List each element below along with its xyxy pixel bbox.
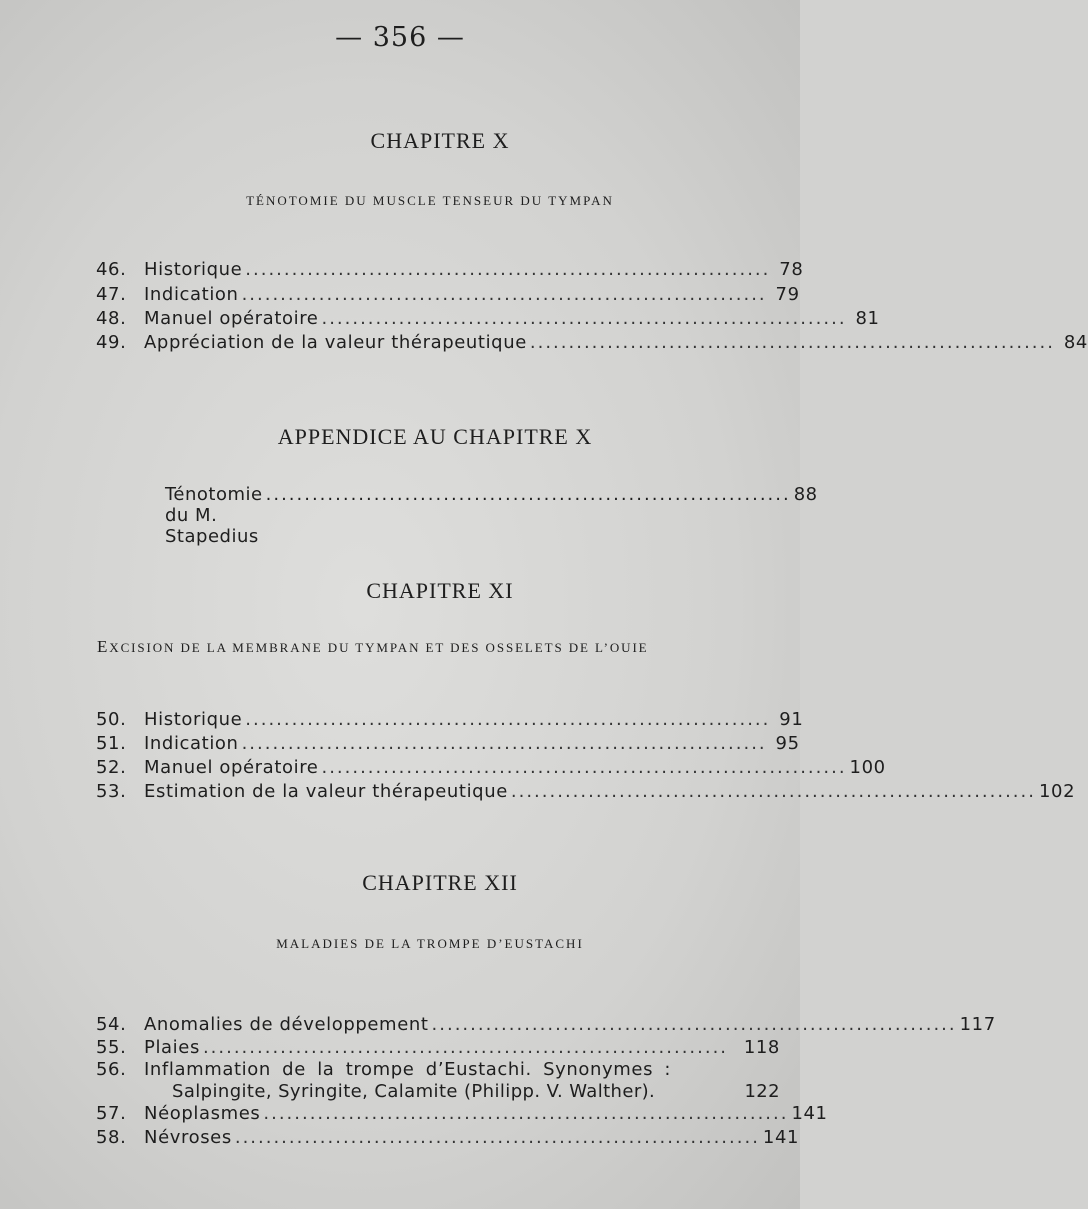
entry-number: 46. xyxy=(96,259,127,280)
entry-number: 52. xyxy=(96,757,127,778)
entry-page: 88 xyxy=(793,484,818,505)
leader-dots: .................................................................... xyxy=(321,308,847,329)
entry-page: 84 xyxy=(1063,332,1088,353)
toc-entry[interactable] xyxy=(96,1059,780,1083)
entry-title-continued: Salpingite, Syringite, Calamite (Philipp. V. Walther). xyxy=(172,1081,656,1102)
leader-dots: .................................................................... xyxy=(245,259,771,280)
entry-page: 78 xyxy=(779,259,804,280)
entry-title: Néoplasmes xyxy=(144,1103,261,1124)
page-number: — 356 — xyxy=(335,22,465,53)
entry-number: 54. xyxy=(96,1014,127,1035)
entry-title: Inflammation de la trompe d’Eustachi. Synonymes : xyxy=(144,1059,672,1080)
entry-number: 47. xyxy=(96,284,127,305)
entry-number: 50. xyxy=(96,709,127,730)
entry-page: 122 xyxy=(744,1081,780,1102)
entry-title: Manuel opératoire xyxy=(144,308,319,329)
entry-page: 117 xyxy=(959,1014,996,1035)
entry-page: 81 xyxy=(855,308,880,329)
chapter-xii-heading: CHAPITRE XII xyxy=(362,870,518,895)
chapter-xii-subtitle: MALADIES DE LA TROMPE D’EUSTACHI xyxy=(276,936,584,951)
entry-number: 56. xyxy=(96,1059,127,1080)
entry-number: 48. xyxy=(96,308,127,329)
entry-page: 141 xyxy=(762,1127,800,1148)
toc-entry[interactable] xyxy=(96,1014,996,1038)
toc-entry[interactable] xyxy=(96,308,880,332)
leader-dots: .................................................................... xyxy=(241,733,767,754)
entry-title: Plaies xyxy=(144,1037,200,1058)
entry-page: 100 xyxy=(849,757,886,778)
entry-title: Ténotomie du M. Stapedius xyxy=(165,484,263,547)
entry-title: Indication xyxy=(144,733,239,754)
entry-page: 95 xyxy=(775,733,800,754)
entry-title: Névroses xyxy=(144,1127,232,1148)
toc-entry[interactable] xyxy=(96,259,804,283)
toc-entry[interactable] xyxy=(96,1037,780,1061)
appendix-heading: APPENDICE AU CHAPITRE X xyxy=(277,424,593,449)
entry-title: Indication xyxy=(144,284,239,305)
leader-dots: .................................................................... xyxy=(241,284,767,305)
entry-title: Historique xyxy=(144,259,243,280)
toc-entry[interactable] xyxy=(96,284,800,308)
entry-page: 118 xyxy=(743,1037,780,1058)
leader-dots: .................................................................... xyxy=(202,1037,729,1058)
leader-dots: .................................................................... xyxy=(234,1127,760,1148)
entry-page: 91 xyxy=(779,709,804,730)
entry-number: 57. xyxy=(96,1103,127,1124)
chapter-xi-heading: CHAPITRE XI xyxy=(366,578,514,603)
entry-number: 55. xyxy=(96,1037,127,1058)
leader-dots: .................................................................... xyxy=(321,757,847,778)
entry-title: Appréciation de la valeur thérapeutique xyxy=(144,332,527,353)
toc-entry[interactable] xyxy=(96,1103,828,1127)
entry-title: Historique xyxy=(144,709,243,730)
entry-title: Manuel opératoire xyxy=(144,757,319,778)
chapter-x-heading: CHAPITRE X xyxy=(370,128,510,153)
toc-entry[interactable] xyxy=(96,332,1088,356)
toc-entry[interactable] xyxy=(96,709,804,733)
leader-dots: .................................................................... xyxy=(431,1014,957,1035)
toc-entry[interactable] xyxy=(96,757,886,781)
leader-dots: .................................................................... xyxy=(265,484,791,505)
entry-page: 141 xyxy=(791,1103,828,1124)
subtitle-rest: XCISION DE LA MEMBRANE DU TYMPAN ET DES OSSELETS DE L’OUIE xyxy=(109,640,649,655)
entry-title: Anomalies de développement xyxy=(144,1014,429,1035)
entry-number: 51. xyxy=(96,733,127,754)
leader-dots: .................................................................... xyxy=(245,709,771,730)
toc-entry[interactable] xyxy=(96,781,1076,805)
leader-dots: .................................................................... xyxy=(263,1103,789,1124)
entry-number: 53. xyxy=(96,781,127,802)
toc-entry-continuation[interactable] xyxy=(172,1081,780,1105)
toc-entry[interactable] xyxy=(96,733,800,757)
leader-dots: .................................................................... xyxy=(529,332,1055,353)
chapter-xi-subtitle xyxy=(0,637,800,657)
appendix-entry[interactable] xyxy=(165,484,818,547)
entry-number: 49. xyxy=(96,332,127,353)
entry-number: 58. xyxy=(96,1127,127,1148)
entry-page: 79 xyxy=(775,284,800,305)
leader-dots: .................................................................... xyxy=(510,781,1036,802)
entry-page: 102 xyxy=(1038,781,1076,802)
entry-title: Estimation de la valeur thérapeutique xyxy=(144,781,508,802)
subtitle-initial: E xyxy=(97,637,110,656)
chapter-x-subtitle: TÉNOTOMIE DU MUSCLE TENSEUR DU TYMPAN xyxy=(246,193,614,208)
toc-entry[interactable] xyxy=(96,1127,800,1151)
